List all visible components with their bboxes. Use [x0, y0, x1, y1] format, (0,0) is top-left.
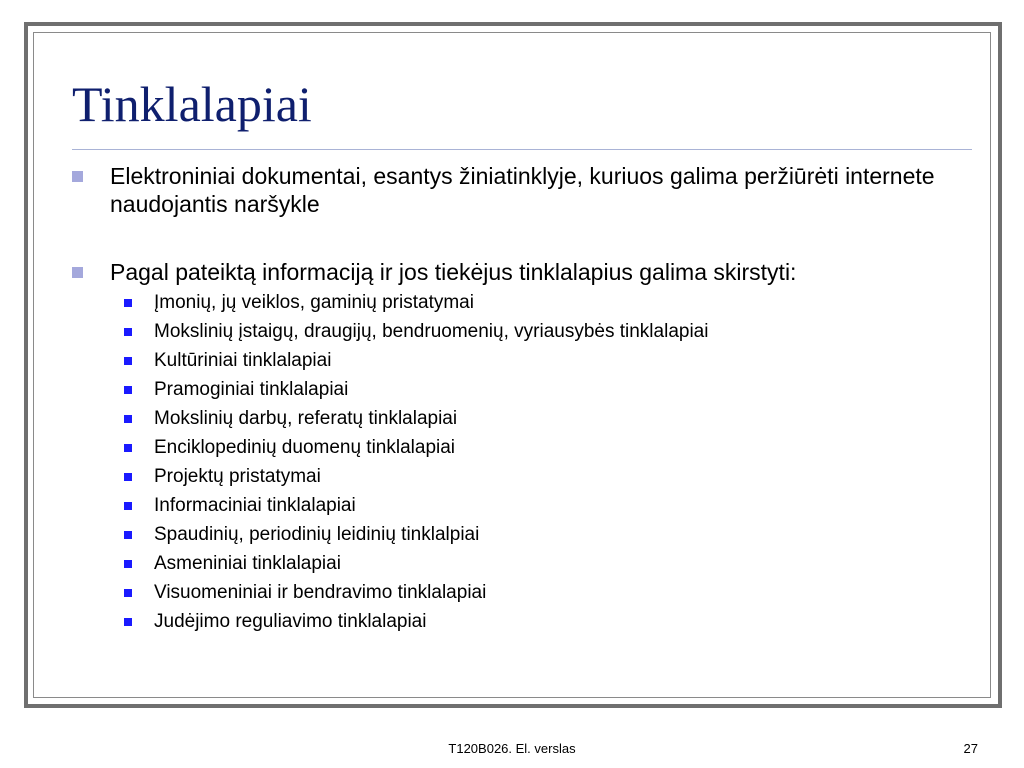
list-item [120, 491, 960, 520]
square-bullet-icon [124, 589, 132, 597]
list-item [120, 578, 960, 607]
square-bullet-icon [124, 386, 132, 394]
list-item [120, 375, 960, 404]
list-item-text: Pramoginiai tinklalapiai [154, 379, 349, 400]
square-bullet-icon [124, 560, 132, 568]
square-bullet-icon [124, 473, 132, 481]
bullet-text: Pagal pateiktą informaciją ir jos tiekėjus tinklalapius galima skirstyti: [110, 259, 797, 285]
list-item-text: Mokslinių įstaigų, draugijų, bendruomenių, vyriausybės tinklalapiai [154, 321, 709, 342]
list-item [120, 607, 960, 636]
list-item-text: Visuomeniniai ir bendravimo tinklalapiai [154, 582, 487, 603]
square-bullet-icon [124, 618, 132, 626]
list-item [120, 346, 960, 375]
list-item-text: Enciklopedinių duomenų tinklalapiai [154, 437, 456, 458]
square-bullet-icon [124, 444, 132, 452]
square-bullet-icon [72, 171, 83, 182]
list-item-text: Mokslinių darbų, referatų tinklalapiai [154, 408, 458, 429]
list-item [120, 433, 960, 462]
list-item-text: Judėjimo reguliavimo tinklalapiai [154, 611, 427, 632]
list-item-text: Projektų pristatymai [154, 466, 321, 487]
footer-course-name: T120B026. El. verslas [448, 741, 576, 756]
footer-page-number: 27 [963, 741, 978, 756]
list-item-text: Kultūriniai tinklalapiai [154, 350, 332, 371]
list-item-text: Įmonių, jų veiklos, gaminių pristatymai [154, 292, 474, 313]
square-bullet-icon [72, 267, 83, 278]
slide-title: Tinklalapiai [72, 76, 312, 132]
square-bullet-icon [124, 502, 132, 510]
square-bullet-icon [124, 415, 132, 423]
list-item [120, 404, 960, 433]
square-bullet-icon [124, 531, 132, 539]
list-item-text: Asmeniniai tinklalapiai [154, 553, 341, 574]
title-divider [72, 149, 972, 150]
list-item [120, 520, 960, 549]
list-item [120, 549, 960, 578]
list-item [120, 317, 960, 346]
list-item [120, 462, 960, 491]
square-bullet-icon [124, 357, 132, 365]
list-item-text: Informaciniai tinklalapiai [154, 495, 356, 516]
list-item-text: Spaudinių, periodinių leidinių tinklalpiai [154, 524, 480, 545]
square-bullet-icon [124, 299, 132, 307]
bullet-text: Elektroniniai dokumentai, esantys žiniatinklyje, kuriuos galima peržiūrėti internete naudojantis naršykle [110, 163, 935, 217]
square-bullet-icon [124, 328, 132, 336]
website-types-list [120, 288, 960, 636]
list-item [120, 288, 960, 317]
